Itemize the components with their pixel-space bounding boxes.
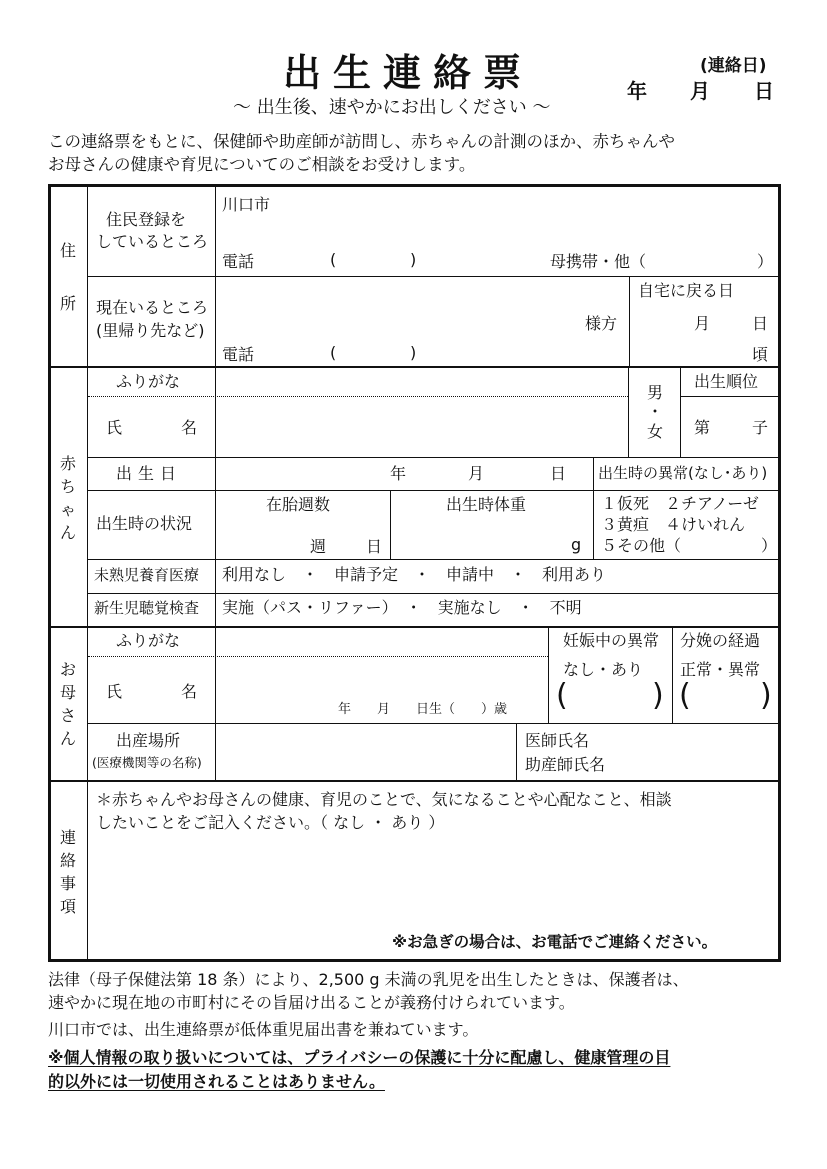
mother-mobile-close[interactable]: ）	[757, 252, 774, 271]
law-note: 法律（母子保健法第 18 条）により、2,500 g 未満の乳児を出生したときは、保護者は、	[48, 970, 689, 989]
privacy-note: ※個人情報の取り扱いについては、プライバシーの保護に十分に配慮し、健康管理の目	[48, 1048, 671, 1067]
midwife-name-label: 助産師氏名	[525, 755, 606, 774]
birth-place-label: 出産場所	[116, 731, 181, 750]
col-divider	[680, 367, 681, 458]
mother-section-label: 母	[60, 683, 77, 702]
contact-date-month[interactable]: 月	[690, 79, 710, 103]
address-section-label: 所	[60, 294, 77, 313]
col-divider	[215, 559, 216, 627]
row-divider	[87, 559, 780, 560]
current-phone-close[interactable]: )	[410, 343, 417, 362]
table-border-right	[778, 184, 781, 962]
table-border-bottom	[48, 959, 781, 962]
section-divider	[48, 780, 781, 782]
row-divider	[87, 593, 780, 594]
hearing-test-label: 新生児聴覚検査	[94, 599, 200, 617]
registered-phone-label: 電話	[222, 252, 255, 271]
return-home-day[interactable]: 日	[752, 314, 769, 333]
col-divider	[516, 723, 517, 781]
label-column-divider	[87, 184, 88, 962]
delivery-paren-open: (	[679, 678, 691, 713]
baby-name-label: 名	[181, 418, 198, 437]
delivery-progress-options[interactable]: 正常・異常	[680, 660, 761, 679]
birthdate-year[interactable]: 年	[390, 464, 407, 483]
sex-male[interactable]: 男	[647, 383, 664, 402]
registered-address-label: 住民登録を	[106, 210, 187, 229]
birth-place-field[interactable]	[217, 725, 515, 780]
premature-care-label: 未熟児養育医療	[94, 566, 200, 584]
abnormality-option-2[interactable]: ３黄疸 ４けいれん	[601, 515, 746, 534]
col-divider	[215, 627, 216, 781]
furigana-dotted-line	[88, 396, 628, 397]
registered-address-city[interactable]: 川口市	[222, 195, 271, 214]
baby-name-label: 氏	[106, 418, 123, 437]
mother-mobile-label: 母携帯・他（	[550, 252, 647, 271]
col-divider	[628, 367, 629, 458]
current-address-sama: 様方	[585, 314, 618, 333]
registered-address-label: しているところ	[96, 232, 209, 251]
privacy-note: 的以外には一切使用されることはありません。	[48, 1072, 385, 1091]
row-divider	[87, 457, 780, 458]
pregnancy-paren-open: (	[556, 678, 568, 713]
gestation-day[interactable]: 日	[366, 537, 383, 556]
birth-status-label: 出生時の状況	[96, 514, 193, 533]
address-section-label: 住	[60, 241, 77, 260]
col-divider	[215, 367, 216, 560]
current-address-label: (里帰り先など)	[96, 321, 205, 340]
mother-name-label: 氏	[106, 682, 123, 701]
row-divider	[87, 276, 780, 277]
baby-furigana-label: ふりがな	[116, 372, 181, 391]
section-divider	[48, 366, 781, 368]
mother-section-label: さ	[60, 706, 77, 725]
contact-date-day[interactable]: 日	[754, 79, 774, 103]
col-divider	[629, 276, 630, 367]
mother-section-label: お	[60, 660, 77, 679]
row-divider	[680, 396, 780, 397]
contact-date-label: (連絡日)	[700, 56, 767, 76]
birthdate-label: 出生日	[116, 464, 183, 483]
doctor-name-label: 医師氏名	[525, 731, 590, 750]
hearing-test-options[interactable]: 実施（パス・リファー） ・ 実施なし ・ 不明	[222, 598, 582, 617]
pregnancy-paren-close: )	[652, 678, 664, 713]
delivery-progress-label: 分娩の経過	[680, 631, 761, 650]
intro-line-2: お母さんの健康や育児についてのご相談をお受けします。	[48, 155, 476, 174]
return-home-month[interactable]: 月	[694, 314, 711, 333]
pregnancy-abnormal-label: 妊娠中の異常	[563, 631, 660, 650]
registered-phone-close[interactable]: )	[410, 250, 417, 269]
col-divider	[593, 457, 594, 560]
table-border-left	[48, 184, 51, 962]
birthdate-month[interactable]: 月	[468, 464, 485, 483]
col-divider	[390, 490, 391, 560]
current-phone-open[interactable]: (	[330, 343, 337, 362]
birth-place-label-note: (医療機関等の名称)	[92, 755, 202, 770]
table-border-top	[48, 184, 781, 187]
sex-female[interactable]: 女	[647, 422, 664, 441]
current-phone-label: 電話	[222, 345, 255, 364]
birth-order-suffix: 子	[752, 418, 769, 437]
row-divider	[87, 723, 780, 724]
notes-section-label: 項	[60, 897, 77, 916]
col-divider	[672, 627, 673, 724]
notes-section-label: 連	[60, 828, 77, 847]
col-divider	[548, 627, 549, 724]
birth-weight-unit[interactable]: g	[571, 535, 582, 554]
pregnancy-abnormal-options[interactable]: なし・あり	[563, 660, 644, 679]
urgent-contact-note: ※お急ぎの場合は、お電話でご連絡ください。	[392, 933, 718, 951]
mother-furigana-label: ふりがな	[116, 631, 181, 650]
birth-order-label: 出生順位	[694, 372, 759, 391]
notes-section-label: 絡	[60, 851, 77, 870]
notes-instruction: ＊赤ちゃんやお母さんの健康、育児のことで、気になることや心配なこと、相談	[96, 790, 672, 809]
delivery-paren-close: )	[760, 678, 772, 713]
mother-section-label: ん	[60, 729, 77, 748]
gestation-label: 在胎週数	[266, 495, 331, 514]
col-divider	[215, 184, 216, 367]
abnormality-option-1[interactable]: １仮死 ２チアノーゼ	[601, 494, 759, 513]
notes-section-label: 事	[60, 874, 77, 893]
intro-line-1: この連絡票をもとに、保健師や助産師が訪問し、赤ちゃんの計測のほか、赤ちゃんや	[48, 132, 675, 151]
baby-section-label: ゃ	[60, 500, 77, 519]
current-address-label: 現在いるところ	[96, 298, 209, 317]
law-note: 速やかに現在地の市町村にその旨届け出ることが義務付けられています。	[48, 993, 575, 1012]
form-subtitle: ～ 出生後、速やかにお出しください ～	[233, 97, 551, 118]
notes-instruction[interactable]: したいことをご記入ください。（ なし ・ あり ）	[96, 813, 445, 832]
premature-care-options[interactable]: 利用なし ・ 申請予定 ・ 申請中 ・ 利用あり	[222, 565, 607, 584]
registered-phone-open[interactable]: (	[330, 250, 337, 269]
abnormality-option-3[interactable]: ５その他（ ）	[601, 536, 778, 555]
baby-section-label: ち	[60, 477, 77, 496]
baby-section-label: ん	[60, 523, 77, 542]
contact-date-year[interactable]: 年	[627, 79, 647, 103]
mother-name-field[interactable]	[217, 658, 547, 698]
city-note: 川口市では、出生連絡票が低体重児届出書を兼ねています。	[48, 1020, 479, 1039]
baby-section-label: 赤	[60, 454, 77, 473]
form-title: 出生連絡票	[283, 51, 534, 95]
furigana-dotted-line	[88, 656, 548, 657]
baby-name-field[interactable]	[217, 398, 627, 456]
return-home-around: 頃	[752, 345, 769, 364]
mother-birthdate-age[interactable]: 年 月 日生（ ）歳	[338, 702, 508, 717]
birth-weight-label: 出生時体重	[446, 495, 527, 514]
birth-order-prefix: 第	[694, 418, 711, 437]
return-home-label: 自宅に戻る日	[638, 281, 735, 300]
gestation-week[interactable]: 週	[310, 537, 327, 556]
birth-abnormality-label: 出生時の異常(なし･あり)	[598, 464, 768, 482]
sex-separator: ・	[647, 402, 664, 421]
birthdate-day[interactable]: 日	[550, 464, 567, 483]
mother-name-label: 名	[181, 682, 198, 701]
row-divider	[87, 490, 780, 491]
notes-text-area[interactable]	[92, 840, 772, 930]
